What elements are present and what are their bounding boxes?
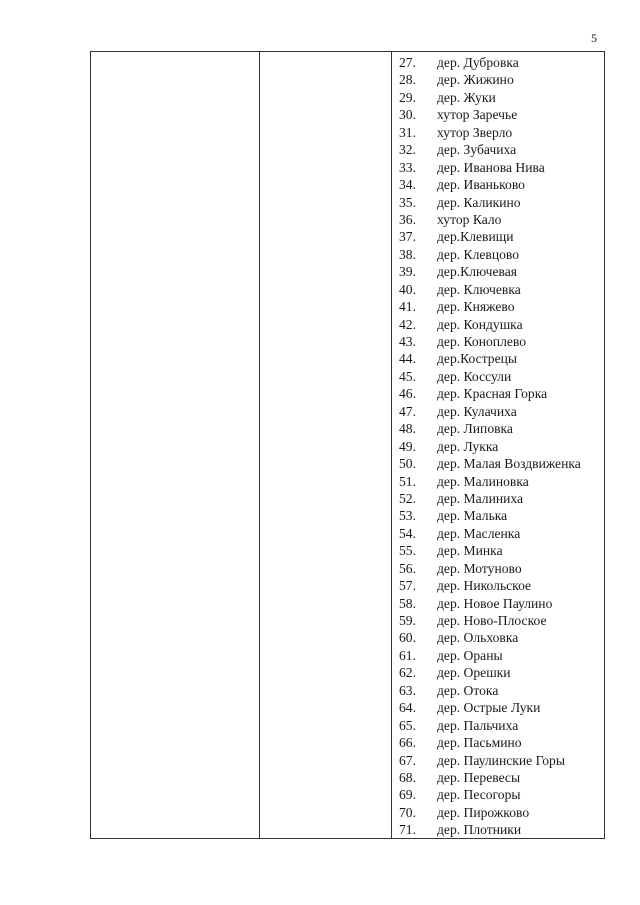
settlement-row	[399, 124, 604, 141]
settlement-row	[399, 420, 604, 437]
settlement-row	[399, 786, 604, 803]
settlement-name: дер. Ключевка	[437, 281, 521, 297]
settlement-number: 44.	[399, 351, 416, 367]
settlement-row	[399, 89, 604, 106]
settlement-row	[399, 577, 604, 594]
settlement-number: 54.	[399, 525, 416, 541]
settlement-row	[399, 159, 604, 176]
settlement-name: дер. Орешки	[437, 665, 511, 681]
settlement-row	[399, 752, 604, 769]
settlement-number: 29.	[399, 89, 416, 105]
settlement-number: 67.	[399, 752, 416, 768]
settlement-number: 58.	[399, 595, 416, 611]
settlement-number: 42.	[399, 316, 416, 332]
settlement-name: дер. Пасьмино	[437, 735, 522, 751]
settlement-number: 50.	[399, 456, 416, 472]
settlement-name: дер. Ново-Плоское	[437, 613, 547, 628]
settlement-row	[399, 804, 604, 821]
settlement-row	[399, 438, 604, 455]
settlement-row	[399, 403, 604, 420]
settlement-number: 43.	[399, 334, 416, 349]
settlement-row	[399, 595, 604, 612]
settlement-number: 70.	[399, 804, 416, 820]
settlement-name: дер. Малька	[437, 508, 508, 524]
settlement-number: 45.	[399, 368, 416, 384]
settlement-row	[399, 507, 604, 524]
settlement-name: дер. Коссули	[437, 368, 512, 384]
column-divider	[259, 52, 260, 838]
settlement-name: дер. Кондушка	[437, 316, 523, 332]
settlement-name: дер. Острые Луки	[437, 700, 541, 716]
settlement-number: 55.	[399, 543, 416, 559]
settlement-row	[399, 194, 604, 211]
settlement-number: 57.	[399, 578, 416, 594]
settlement-number: 47.	[399, 403, 416, 419]
settlement-row	[399, 490, 604, 507]
settlement-name: дер. Пальчиха	[437, 717, 519, 733]
settlement-name: хутор Зверло	[437, 124, 513, 140]
settlement-name: дер. Пирожково	[437, 804, 530, 820]
settlement-number: 38.	[399, 246, 416, 262]
column-divider	[391, 52, 392, 838]
settlement-name: дер. Песогоры	[437, 787, 521, 803]
settlement-number: 60.	[399, 630, 416, 646]
settlement-name: дер. Иваньково	[437, 177, 525, 193]
settlement-number: 68.	[399, 769, 416, 785]
settlement-name: дер. Минка	[437, 543, 503, 559]
settlement-row	[399, 821, 604, 838]
settlement-number: 31.	[399, 124, 416, 140]
settlement-row	[399, 682, 604, 699]
settlement-name: дер.Ключевая	[437, 264, 518, 280]
settlement-number: 66.	[399, 735, 416, 751]
settlement-number: 59.	[399, 613, 416, 628]
settlement-name: дер. Каликино	[437, 194, 521, 210]
settlement-number: 52.	[399, 490, 416, 506]
settlement-number: 71.	[399, 822, 416, 838]
settlement-number: 63.	[399, 682, 416, 698]
settlement-row	[399, 647, 604, 664]
settlement-number: 36.	[399, 211, 416, 227]
settlement-name: хутор Заречье	[437, 107, 518, 123]
settlement-row	[399, 560, 604, 577]
settlement-row	[399, 176, 604, 193]
settlement-name: дер. Иванова Нива	[437, 159, 545, 175]
settlements-table	[90, 51, 605, 839]
settlement-name: дер. Перевесы	[437, 769, 521, 785]
settlement-name: дер. Малая Воздвиженка	[437, 456, 581, 472]
settlement-row	[399, 281, 604, 298]
settlement-row	[399, 455, 604, 472]
settlement-name: дер. Кулачиха	[437, 403, 517, 419]
settlement-number: 61.	[399, 647, 416, 663]
settlement-name: дер. Ольховка	[437, 630, 519, 646]
settlement-name: дер. Никольское	[437, 578, 532, 594]
settlement-row	[399, 298, 604, 315]
settlement-name: дер. Ораны	[437, 647, 503, 663]
settlement-name: дер. Жижино	[437, 72, 514, 88]
settlement-number: 27.	[399, 55, 416, 70]
settlement-row	[399, 211, 604, 228]
settlement-number: 37.	[399, 229, 416, 245]
settlement-name: дер.Клевищи	[437, 229, 514, 245]
settlement-name: дер. Дубровка	[437, 55, 519, 70]
settlement-number: 64.	[399, 700, 416, 716]
settlement-name: дер. Мотуново	[437, 560, 522, 576]
settlement-row	[399, 350, 604, 367]
settlement-name: дер. Лукка	[437, 438, 499, 454]
settlement-row	[399, 54, 604, 71]
settlement-row	[399, 141, 604, 158]
settlement-row	[399, 228, 604, 245]
settlement-row	[399, 385, 604, 402]
settlement-row	[399, 263, 604, 280]
settlement-row	[399, 769, 604, 786]
settlement-row	[399, 368, 604, 385]
settlement-number: 41.	[399, 299, 416, 315]
page-number: 5	[591, 31, 597, 45]
settlement-row	[399, 246, 604, 263]
settlement-name: дер. Паулинские Горы	[437, 752, 565, 768]
settlement-number: 62.	[399, 665, 416, 681]
settlement-name: дер. Малиниха	[437, 490, 524, 506]
settlement-row	[399, 717, 604, 734]
settlement-number: 69.	[399, 787, 416, 803]
settlement-number: 49.	[399, 438, 416, 454]
settlement-number: 48.	[399, 421, 416, 437]
settlement-list	[399, 54, 604, 839]
settlement-number: 30.	[399, 107, 416, 123]
settlement-number: 35.	[399, 194, 416, 210]
settlement-name: дер. Клевцово	[437, 246, 520, 262]
settlement-row	[399, 734, 604, 751]
settlement-row	[399, 333, 604, 350]
settlement-number: 28.	[399, 72, 416, 88]
settlement-name: хутор Кало	[437, 211, 502, 227]
settlement-number: 65.	[399, 717, 416, 733]
settlement-name: дер. Липовка	[437, 421, 513, 437]
settlement-number: 39.	[399, 264, 416, 280]
settlement-row	[399, 525, 604, 542]
settlement-name: дер. Княжево	[437, 299, 515, 315]
settlement-name: дер. Жуки	[437, 89, 496, 105]
settlement-name: дер. Зубачиха	[437, 142, 517, 158]
settlement-number: 40.	[399, 281, 416, 297]
settlement-number: 33.	[399, 159, 416, 175]
settlement-row	[399, 699, 604, 716]
settlement-name: дер. Коноплево	[437, 334, 527, 349]
settlement-row	[399, 316, 604, 333]
settlement-name: дер. Новое Паулино	[437, 595, 553, 611]
settlement-name: дер. Малиновка	[437, 473, 529, 489]
settlement-number: 51.	[399, 473, 416, 489]
settlement-name: дер. Красная Горка	[437, 386, 548, 402]
settlement-row	[399, 473, 604, 490]
settlement-number: 46.	[399, 386, 416, 402]
settlement-row	[399, 629, 604, 646]
settlement-row	[399, 664, 604, 681]
settlement-row	[399, 542, 604, 559]
settlement-number: 56.	[399, 560, 416, 576]
settlement-row	[399, 106, 604, 123]
settlement-number: 34.	[399, 177, 416, 193]
settlement-name: дер.Кострецы	[437, 351, 518, 367]
settlement-row	[399, 71, 604, 88]
settlement-row	[399, 612, 604, 629]
settlement-name: дер. Масленка	[437, 525, 521, 541]
settlement-number: 53.	[399, 508, 416, 524]
settlement-name: дер. Плотники	[437, 822, 522, 838]
settlement-number: 32.	[399, 142, 416, 158]
settlement-name: дер. Отока	[437, 682, 499, 698]
